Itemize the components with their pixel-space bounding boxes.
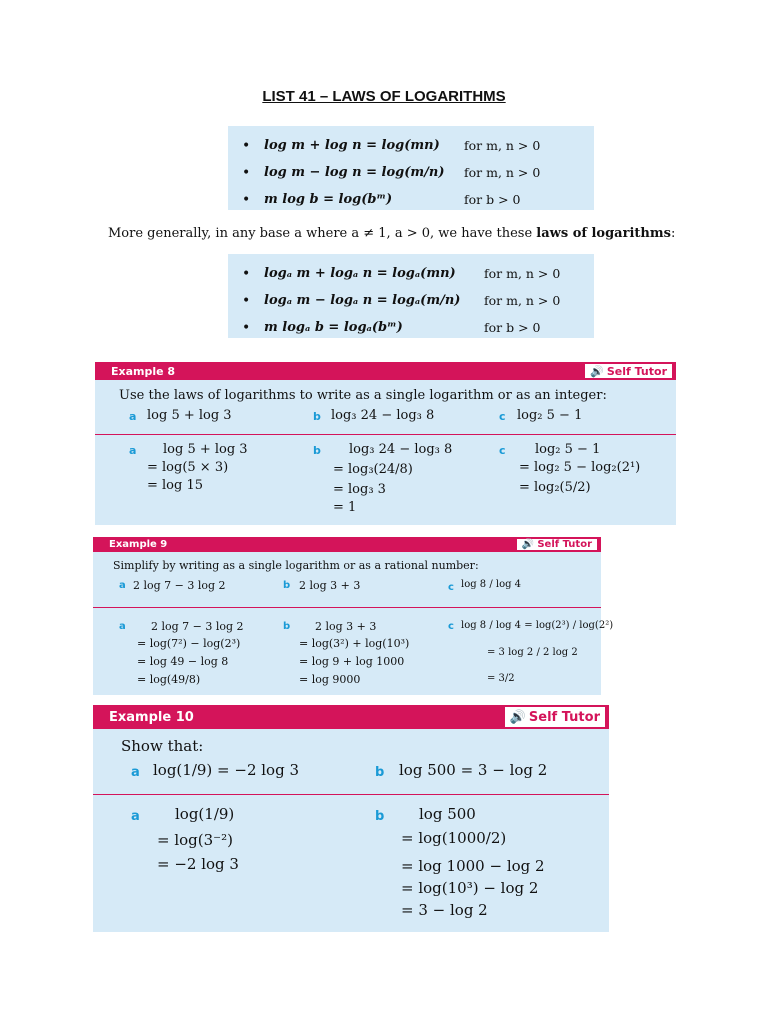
bullet-icon: •	[242, 191, 251, 208]
part-text: log₂ 5 − 1	[517, 408, 583, 423]
part-text: log(1/9) = −2 log 3	[153, 761, 300, 779]
solution-letter: a	[131, 809, 140, 824]
example-divider	[95, 434, 676, 435]
solution-line: log 8 / log 4 = log(2³) / log(2²)	[461, 620, 614, 631]
solution-line: = log(3²) + log(10³)	[299, 637, 410, 650]
speaker-icon: 🔊	[590, 364, 604, 378]
solution-line: = log 1000 − log 2	[401, 857, 545, 875]
solution-letter: c	[499, 444, 506, 457]
solution-letter: b	[375, 809, 385, 824]
general-laws-box	[228, 254, 594, 338]
part-letter: b	[375, 765, 385, 780]
solution-letter: b	[283, 621, 291, 632]
part-text: log 8 / log 4	[461, 579, 522, 590]
solution-line: = 1	[333, 500, 357, 515]
solution-line: = 3 − log 2	[401, 901, 488, 919]
law-condition: for m, n > 0	[464, 138, 541, 153]
example-10	[93, 705, 609, 932]
solution-line: = log(7²) − log(2³)	[137, 637, 241, 650]
example-prompt: Show that:	[121, 737, 204, 755]
part-letter: b	[283, 580, 291, 591]
general-laws-intro	[108, 226, 675, 241]
example-header	[93, 705, 609, 729]
example-prompt: Use the laws of logarithms to write as a single logarithm or as an integer:	[119, 388, 607, 403]
bullet-icon: •	[242, 319, 251, 336]
solution-line: = log(5 × 3)	[147, 460, 229, 475]
solution-line: = log(1000/2)	[401, 829, 507, 847]
solution-line: = −2 log 3	[157, 855, 239, 873]
self-tutor-button[interactable]	[585, 364, 672, 378]
solution-line: log₃ 24 − log₃ 8	[349, 442, 453, 457]
solution-line: = log₂ 5 − log₂(2¹)	[519, 460, 641, 475]
part-letter: c	[448, 582, 454, 593]
self-tutor-label: Self Tutor	[537, 539, 592, 550]
law-condition: for m, n > 0	[484, 293, 561, 308]
example-header	[93, 537, 601, 552]
bullet-icon: •	[242, 292, 251, 309]
part-text: log₃ 24 − log₃ 8	[331, 408, 435, 423]
law-formula: logₐ m + logₐ n = logₐ(mn)	[264, 266, 456, 281]
solution-line: log 5 + log 3	[163, 442, 248, 457]
self-tutor-button[interactable]	[505, 707, 605, 727]
law-formula: logₐ m − logₐ n = logₐ(m/n)	[264, 293, 461, 308]
example-label: Example 10	[93, 705, 213, 729]
solution-line: = log 49 − log 8	[137, 655, 229, 668]
example-divider	[93, 607, 601, 608]
solution-line: = log(10³) − log 2	[401, 879, 539, 897]
example-label: Example 9	[93, 537, 181, 552]
law-item	[242, 314, 580, 341]
example-label: Example 8	[95, 362, 193, 380]
part-text: 2 log 3 + 3	[299, 579, 361, 592]
solution-line: = log(3⁻²)	[157, 831, 233, 849]
example-8	[95, 362, 676, 525]
law-formula: m logₐ b = logₐ(bᵐ)	[264, 320, 403, 335]
part-text: log 500 = 3 − log 2	[399, 761, 548, 779]
solution-line: log(1/9)	[175, 805, 235, 823]
solution-line: = 3 log 2 / 2 log 2	[487, 647, 578, 658]
solution-line: = log 15	[147, 478, 204, 493]
basic-laws-box	[228, 126, 594, 210]
self-tutor-label: Self Tutor	[528, 709, 600, 725]
solution-line: 2 log 7 − 3 log 2	[151, 620, 244, 633]
bullet-icon: •	[242, 265, 251, 282]
law-item	[242, 159, 580, 186]
speaker-icon: 🔊	[521, 539, 535, 550]
bullet-icon: •	[242, 137, 251, 154]
solution-letter: a	[119, 621, 126, 632]
part-letter: a	[119, 580, 126, 591]
solution-line: = log₂(5/2)	[519, 480, 591, 495]
example-prompt: Simplify by writing as a single logarithm or as a rational number:	[113, 559, 479, 572]
page-title: LIST 41 – LAWS OF LOGARITHMS	[262, 88, 506, 105]
speaker-icon: 🔊	[509, 709, 526, 725]
law-formula: m log b = log(bᵐ)	[264, 192, 393, 207]
intro-text: More generally, in any base a where a ≠ 1, a > 0, we have these	[108, 226, 537, 241]
example-divider	[93, 794, 609, 795]
part-text: 2 log 7 − 3 log 2	[133, 579, 226, 592]
law-formula: log m + log n = log(mn)	[264, 138, 440, 153]
solution-line: = log(49/8)	[137, 673, 201, 686]
part-letter: c	[499, 410, 506, 423]
solution-line: log 500	[419, 805, 476, 823]
part-letter: a	[131, 765, 140, 780]
solution-line: = log₃ 3	[333, 482, 386, 497]
law-condition: for m, n > 0	[464, 165, 541, 180]
intro-bold: laws of logarithms	[536, 226, 671, 241]
law-condition: for m, n > 0	[484, 266, 561, 281]
solution-letter: b	[313, 444, 321, 457]
part-text: log 5 + log 3	[147, 408, 232, 423]
example-9	[93, 537, 614, 695]
self-tutor-button[interactable]	[517, 539, 597, 550]
solution-line: = log₃(24/8)	[333, 462, 413, 477]
solution-letter: c	[448, 621, 454, 632]
law-item	[242, 260, 580, 287]
law-condition: for b > 0	[484, 320, 541, 335]
solution-line: = log 9 + log 1000	[299, 655, 405, 668]
solution-letter: a	[129, 444, 137, 457]
example-header	[95, 362, 676, 380]
intro-suffix: :	[670, 226, 676, 241]
law-condition: for b > 0	[464, 192, 521, 207]
self-tutor-label: Self Tutor	[606, 364, 667, 378]
solution-line: 2 log 3 + 3	[315, 620, 377, 633]
law-formula: log m − log n = log(m/n)	[264, 165, 445, 180]
law-item	[242, 287, 580, 314]
law-item	[242, 186, 580, 213]
law-item	[242, 132, 580, 159]
solution-line: = log 9000	[299, 673, 361, 686]
part-letter: a	[129, 410, 137, 423]
solution-line: log₂ 5 − 1	[535, 442, 601, 457]
solution-line: = 3/2	[487, 673, 515, 684]
part-letter: b	[313, 410, 321, 423]
bullet-icon: •	[242, 164, 251, 181]
